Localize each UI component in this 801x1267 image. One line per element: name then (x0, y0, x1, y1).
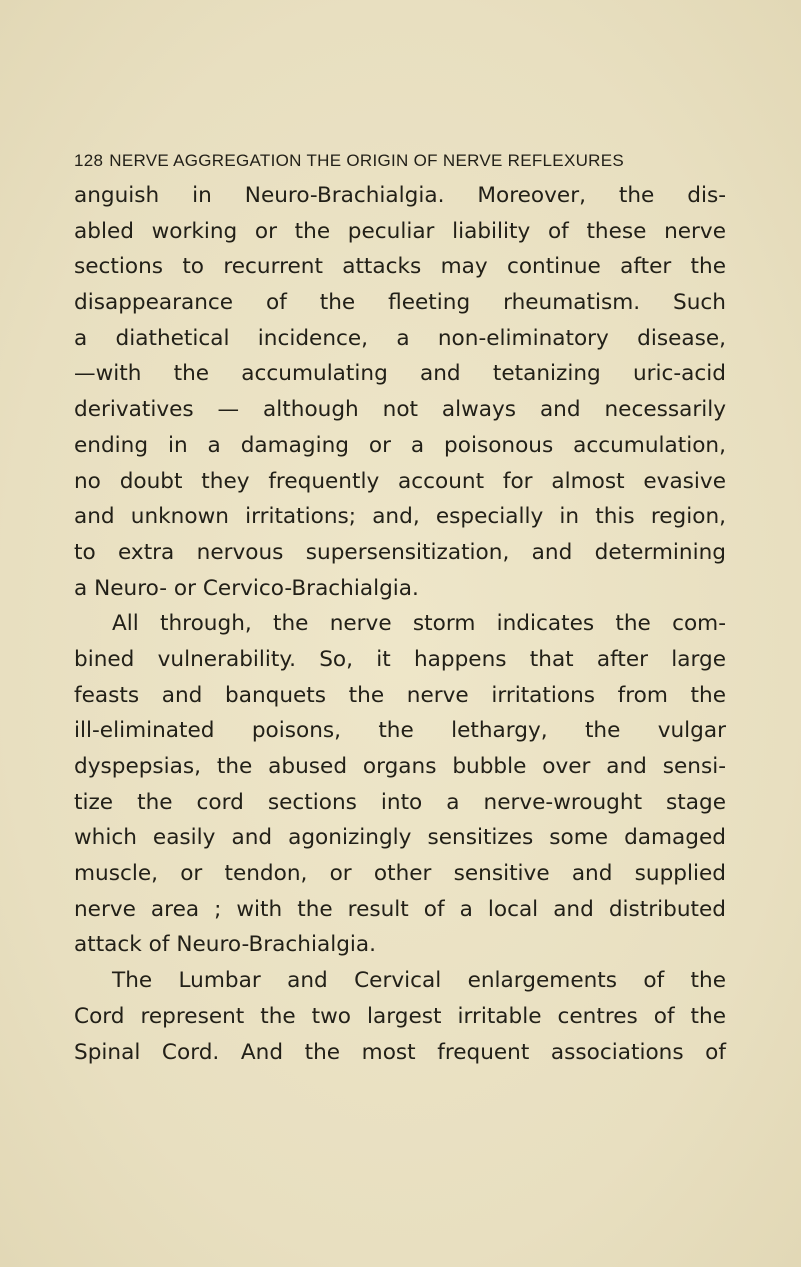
text-line: The Lumbar and Cervical enlargements of the (112, 968, 726, 994)
text-line: anguish in Neuro-Brachialgia. Moreover, the dis- (74, 183, 726, 208)
text-line: attack of Neuro-Brachialgia. (74, 932, 376, 958)
text-line: sections to recurrent attacks may continue after the (74, 254, 726, 280)
text-line: which easily and agonizingly sensitizes some damaged (74, 825, 726, 851)
paragraph-1 (74, 178, 726, 606)
running-title: NERVE AGGREGATION THE ORIGIN OF NERVE REFLEXURES (109, 151, 625, 170)
text-line: muscle, or tendon, or other sensitive and supplied (74, 861, 726, 887)
text-line: and unknown irritations; and, especially in this region, (74, 504, 726, 530)
running-head (74, 146, 734, 176)
page-number: 128 (74, 151, 104, 170)
text-line: ending in a damaging or a poisonous accumulation, (74, 432, 726, 458)
text-line: a diathetical incidence, a non-eliminatory disease, (74, 325, 726, 351)
paragraph-2 (74, 606, 726, 963)
text-line: Spinal Cord. And the most frequent associations of (74, 1039, 726, 1065)
text-line: dyspepsias, the abused organs bubble over and sensi- (74, 754, 726, 779)
text-line: no doubt they frequently account for almost evasive (74, 468, 726, 494)
text-line: bined vulnerability. So, it happens that after large (74, 646, 726, 672)
text-line: disappearance of the fleeting rheumatism. Such (74, 290, 726, 316)
text-line: nerve area ; with the result of a local and distributed (74, 896, 726, 922)
text-line: a Neuro- or Cervico-Brachialgia. (74, 575, 419, 601)
text-line: ill-eliminated poisons, the lethargy, the vulgar (74, 718, 726, 744)
text-line: feasts and banquets the nerve irritations from the (74, 682, 726, 708)
paragraph-3 (74, 963, 726, 1070)
text-line: abled working or the peculiar liability of these nerve (74, 218, 726, 244)
text-line: tize the cord sections into a nerve-wrought stage (74, 789, 726, 815)
text-line: derivatives — although not always and necessarily (74, 397, 726, 423)
text-line: —with the accumulating and tetanizing uric-acid (74, 361, 726, 387)
text-line: Cord represent the two largest irritable centres of the (74, 1003, 726, 1029)
body-text (74, 178, 726, 1070)
text-line: to extra nervous supersensitization, and determining (74, 539, 726, 565)
text-line: All through, the nerve storm indicates the com- (112, 611, 726, 637)
